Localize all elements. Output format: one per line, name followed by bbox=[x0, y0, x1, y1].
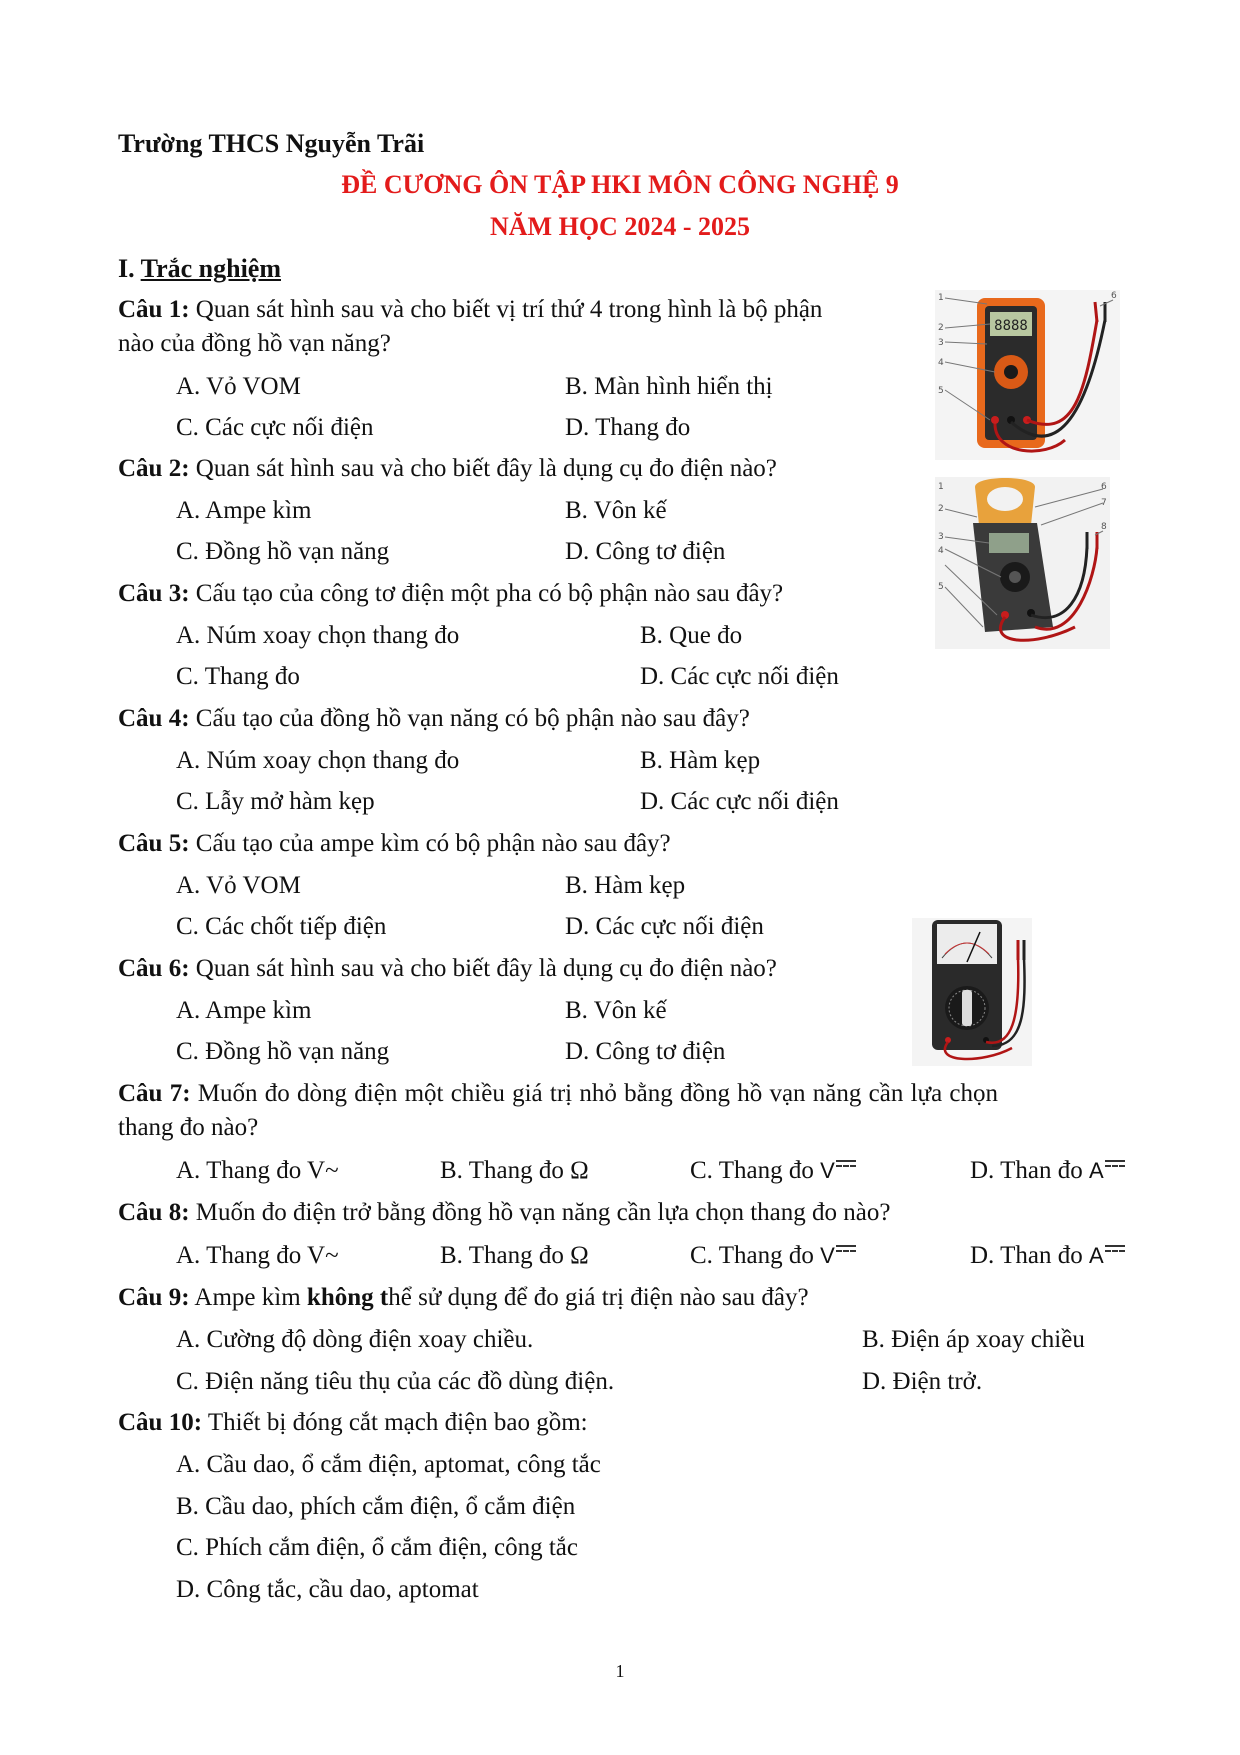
question-text-post: hể sử dụng để đo giá trị điện nào sau đây? bbox=[388, 1284, 809, 1311]
question-4 bbox=[118, 706, 750, 731]
q5-option-b[interactable]: B. Hàm kẹp bbox=[565, 872, 686, 899]
digital-multimeter-figure bbox=[935, 290, 1120, 460]
q5-option-d[interactable]: D. Các cực nối điện bbox=[565, 913, 764, 940]
q10-option-b[interactable]: B. Cầu dao, phích cắm điện, ổ cắm điện bbox=[176, 1493, 576, 1520]
q8-option-d[interactable] bbox=[970, 1243, 1125, 1268]
q10-option-c[interactable]: C. Phích cắm điện, ổ cắm điện, công tắc bbox=[176, 1534, 578, 1561]
question-2 bbox=[118, 456, 777, 481]
question-label: Câu 3: bbox=[118, 580, 190, 607]
dc-voltage-symbol: V bbox=[820, 1243, 856, 1268]
q4-option-a[interactable]: A. Núm xoay chọn thang đo bbox=[176, 747, 460, 774]
svg-text:2: 2 bbox=[938, 323, 944, 333]
q3-option-d[interactable]: D. Các cực nối điện bbox=[640, 663, 839, 690]
q6-option-c[interactable]: C. Đồng hồ vạn năng bbox=[176, 1038, 390, 1065]
q1-option-a[interactable]: A. Vỏ VOM bbox=[176, 373, 301, 400]
question-text: Thiết bị đóng cắt mạch điện bao gồm: bbox=[207, 1409, 588, 1436]
document-title: ĐỀ CƯƠNG ÔN TẬP HKI MÔN CÔNG NGHỆ 9 bbox=[341, 170, 899, 199]
question-1 bbox=[118, 297, 822, 322]
q8-option-c[interactable] bbox=[690, 1243, 856, 1268]
question-text: Muốn đo dòng điện một chiều giá trị nhỏ bằng đồng hồ vạn năng cần lựa chọn bbox=[197, 1080, 999, 1107]
q9-option-c[interactable]: C. Điện năng tiêu thụ của các đồ dùng điện. bbox=[176, 1368, 615, 1395]
section-heading bbox=[118, 256, 281, 282]
question-text: Cấu tạo của ampe kìm có bộ phận nào sau đây? bbox=[195, 830, 671, 857]
dc-icon bbox=[836, 1243, 856, 1253]
school-name: Trường THCS Nguyễn Trãi bbox=[118, 129, 425, 158]
svg-text:3: 3 bbox=[938, 532, 944, 542]
section-roman: I. bbox=[118, 254, 135, 283]
question-label: Câu 10: bbox=[118, 1409, 203, 1436]
q9-option-d[interactable]: D. Điện trở. bbox=[862, 1368, 983, 1395]
option-text: C. Thang đo bbox=[690, 1157, 814, 1184]
q7-option-a[interactable]: A. Thang đo V~ bbox=[176, 1157, 339, 1184]
option-text: C. Thang đo bbox=[690, 1242, 814, 1269]
school-year: NĂM HỌC 2024 - 2025 bbox=[490, 212, 750, 241]
svg-text:7: 7 bbox=[1101, 498, 1107, 508]
question-7 bbox=[118, 1081, 998, 1106]
q9-option-a[interactable]: A. Cường độ dòng điện xoay chiều. bbox=[176, 1326, 534, 1353]
q5-option-a[interactable]: A. Vỏ VOM bbox=[176, 872, 301, 899]
q1-option-b[interactable]: B. Màn hình hiển thị bbox=[565, 373, 773, 400]
dc-icon bbox=[1105, 1243, 1125, 1253]
section-title: Trắc nghiệm bbox=[140, 254, 281, 283]
q7-option-d[interactable] bbox=[970, 1158, 1125, 1183]
question-text: Quan sát hình sau và cho biết vị trí thứ 4 trong hình là bộ phận bbox=[195, 296, 823, 323]
svg-text:8888: 8888 bbox=[994, 318, 1028, 334]
svg-text:1: 1 bbox=[938, 482, 944, 492]
q4-option-b[interactable]: B. Hàm kẹp bbox=[640, 747, 761, 774]
question-1-line2: nào của đồng hồ vạn năng? bbox=[118, 330, 391, 357]
question-8 bbox=[118, 1200, 890, 1225]
q10-option-d[interactable]: D. Công tắc, cầu dao, aptomat bbox=[176, 1576, 479, 1603]
q3-option-a[interactable]: A. Núm xoay chọn thang đo bbox=[176, 622, 460, 649]
question-label: Câu 8: bbox=[118, 1199, 190, 1226]
question-text-pre: Ampe kìm bbox=[194, 1284, 307, 1311]
analog-multimeter-figure bbox=[912, 918, 1032, 1066]
q7-option-c[interactable] bbox=[690, 1158, 856, 1183]
svg-text:3: 3 bbox=[938, 338, 944, 348]
dc-current-symbol: A bbox=[1089, 1158, 1125, 1183]
svg-text:4: 4 bbox=[938, 546, 944, 556]
question-text: Cấu tạo của công tơ điện một pha có bộ phận nào sau đây? bbox=[195, 580, 784, 607]
question-text: Quan sát hình sau và cho biết đây là dụng cụ đo điện nào? bbox=[195, 455, 777, 482]
q3-option-b[interactable]: B. Que đo bbox=[640, 622, 743, 649]
question-3 bbox=[118, 581, 783, 606]
q10-option-a[interactable]: A. Cầu dao, ổ cắm điện, aptomat, công tắc bbox=[176, 1451, 601, 1478]
question-label: Câu 6: bbox=[118, 955, 190, 982]
question-10 bbox=[118, 1410, 588, 1435]
q7-option-b[interactable]: B. Thang đo Ω bbox=[440, 1157, 589, 1184]
clamp-meter-figure bbox=[935, 477, 1110, 649]
dc-voltage-symbol: V bbox=[820, 1158, 856, 1183]
question-5 bbox=[118, 831, 671, 856]
question-label: Câu 9: bbox=[118, 1284, 190, 1311]
question-text: Quan sát hình sau và cho biết đây là dụng cụ đo điện nào? bbox=[195, 955, 777, 982]
question-label: Câu 5: bbox=[118, 830, 190, 857]
q4-option-c[interactable]: C. Lẫy mở hàm kẹp bbox=[176, 788, 375, 815]
q2-option-a[interactable]: A. Ampe kìm bbox=[176, 497, 312, 524]
q2-option-b[interactable]: B. Vôn kế bbox=[565, 497, 667, 524]
q8-option-a[interactable]: A. Thang đo V~ bbox=[176, 1242, 339, 1269]
question-label: Câu 7: bbox=[118, 1080, 191, 1107]
svg-text:4: 4 bbox=[938, 358, 944, 368]
question-label: Câu 4: bbox=[118, 705, 190, 732]
dc-current-symbol: A bbox=[1089, 1243, 1125, 1268]
q6-option-a[interactable]: A. Ampe kìm bbox=[176, 997, 312, 1024]
svg-text:6: 6 bbox=[1101, 482, 1107, 492]
page-number: 1 bbox=[615, 1661, 625, 1681]
q9-option-b[interactable]: B. Điện áp xoay chiều bbox=[862, 1326, 1085, 1353]
dc-icon bbox=[836, 1158, 856, 1168]
clamp-display bbox=[989, 533, 1029, 553]
svg-text:5: 5 bbox=[938, 386, 944, 396]
option-text: D. Than đo bbox=[970, 1242, 1083, 1269]
svg-text:2: 2 bbox=[938, 504, 944, 514]
svg-text:8: 8 bbox=[1101, 522, 1107, 532]
svg-text:5: 5 bbox=[938, 582, 944, 592]
question-text-bold: không t bbox=[306, 1284, 389, 1311]
q6-option-b[interactable]: B. Vôn kế bbox=[565, 997, 667, 1024]
option-text: D. Than đo bbox=[970, 1157, 1083, 1184]
dc-icon bbox=[1105, 1158, 1125, 1168]
q2-option-d[interactable]: D. Công tơ điện bbox=[565, 538, 726, 565]
question-9 bbox=[118, 1285, 809, 1310]
svg-text:1: 1 bbox=[938, 293, 944, 303]
question-label: Câu 2: bbox=[118, 455, 190, 482]
q6-option-d[interactable]: D. Công tơ điện bbox=[565, 1038, 726, 1065]
question-text: Cấu tạo của đồng hồ vạn năng có bộ phận nào sau đây? bbox=[195, 705, 750, 732]
analog-scale bbox=[937, 924, 997, 964]
svg-text:6: 6 bbox=[1111, 291, 1117, 301]
question-text: Muốn đo điện trở bằng đồng hồ vạn năng cần lựa chọn thang đo nào? bbox=[195, 1199, 891, 1226]
question-7-line2: thang đo nào? bbox=[118, 1114, 259, 1141]
q1-option-c[interactable]: C. Các cực nối điện bbox=[176, 414, 374, 441]
q8-option-b[interactable]: B. Thang đo Ω bbox=[440, 1242, 589, 1269]
q3-option-c[interactable]: C. Thang đo bbox=[176, 663, 300, 690]
question-6 bbox=[118, 956, 777, 981]
question-label: Câu 1: bbox=[118, 296, 190, 323]
q5-option-c[interactable]: C. Các chốt tiếp điện bbox=[176, 913, 387, 940]
q1-option-d[interactable]: D. Thang đo bbox=[565, 414, 691, 441]
q2-option-c[interactable]: C. Đồng hồ vạn năng bbox=[176, 538, 390, 565]
q4-option-d[interactable]: D. Các cực nối điện bbox=[640, 788, 839, 815]
